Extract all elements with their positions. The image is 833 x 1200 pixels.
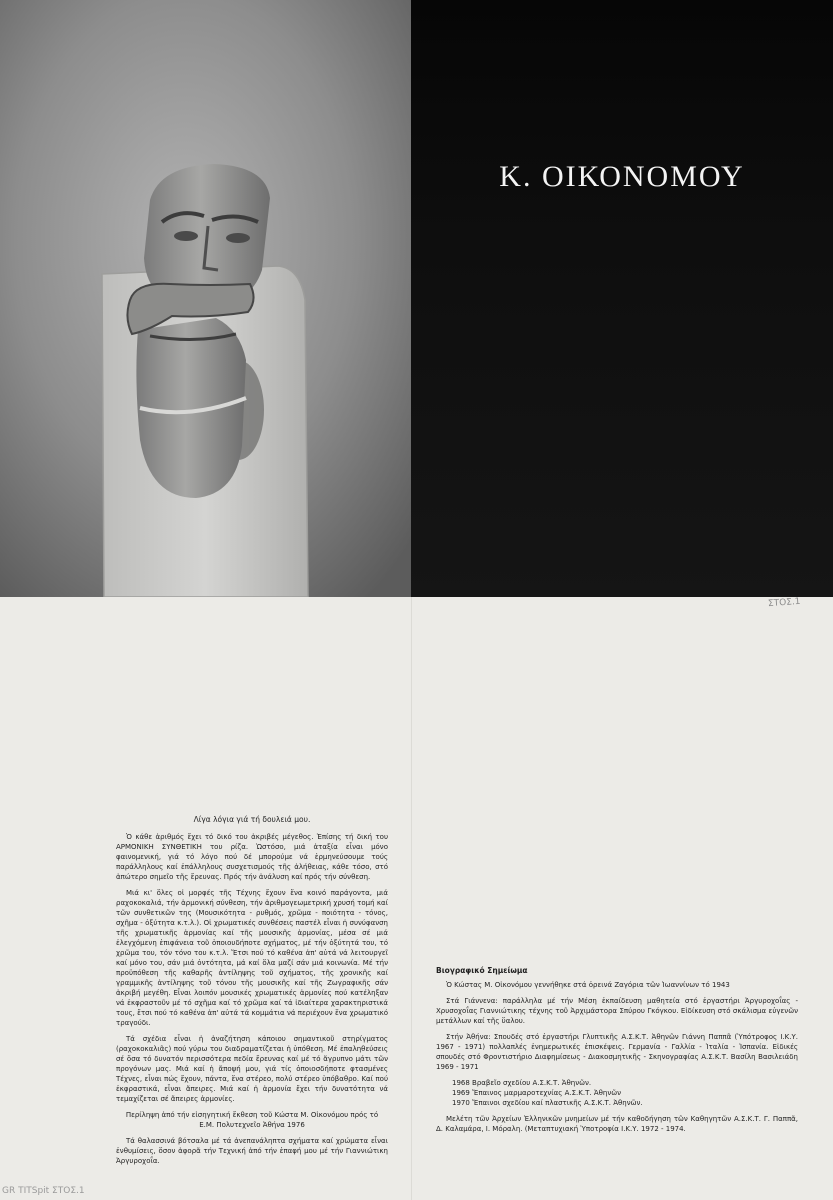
bio-section — [436, 966, 798, 1140]
fold-divider — [411, 597, 412, 1200]
sculpture-illustration — [0, 0, 411, 597]
essay-source-line: Ε.Μ. Πολυτεχνεῖο Ἀθήνα 1976 — [199, 1121, 305, 1129]
essay-source — [116, 1110, 388, 1130]
award-item: 1970 Ἔπαινοι σχεδίου καί πλαστικῆς Α.Σ.Κ.Τ. Ἀθηνῶν. — [452, 1099, 643, 1107]
bio-heading: Βιογραφικό Σημείωμα — [436, 966, 528, 975]
bio-paragraph: Στά Γιάννενα: παράλληλα μέ τήν Μέση ἐκπαίδευση μαθητεία στό ἐργαστήρι Ἀργυροχοΐας - Χρυσοχοΐας Γιαννιώτικης τέχνης τοῦ Ἀρχιμάστορα Σπύρου Γκόγκου. Εἰδίκευση στό σκάλισμα εὐγενῶν μετάλλων καί τῆς ὕαλου. — [436, 997, 798, 1025]
essay-source-line: Περίληψη ἀπό τήν εἰσηγητική ἔκθεση τοῦ Κώστα Μ. Οἰκονόμου πρός τό — [125, 1111, 379, 1119]
cover-title: Κ. ΟΙΚΟΝΟΜΟΥ — [499, 160, 745, 193]
award-item: 1968 Βραβεῖο σχεδίου Α.Σ.Κ.Τ. Ἀθηνῶν. — [452, 1079, 592, 1087]
award-item: 1969 Ἔπαινος μαρμαροτεχνίας Α.Σ.Κ.Τ. Ἀθηνῶν — [452, 1089, 622, 1097]
figure-body — [136, 318, 246, 498]
essay-heading: Λίγα λόγια γιά τή δουλειά μου. — [193, 815, 311, 824]
essay-closing: Τά θαλασσινά βότσαλα μέ τά ἀνεπανάληπτα σχήματα καί χρώματα εἶναι ἐνθυμίσεις, ὅσον ἀφορᾶ τήν Τεχνική ἀπό τήν ἐπαφή μου μέ τήν Γιαννιώτικη Ἀργυροχοΐα. — [116, 1137, 388, 1165]
awards-list — [452, 1078, 798, 1108]
essay-section — [116, 815, 388, 1172]
essay-paragraph: Μιά κι' ὅλες οἱ μορφές τῆς Τέχνης ἔχουν ἕνα κοινό παράγοντα, μιά ραχοκοκαλιά, τήν ἁρμονική σύνθεση, τήν ἀριθμογεωμετρική χρυσή τομή καί τῶν συνθετικῶν της (Μουσικότητα - ρυθμός, χρῶμα - ποιότητα - τόνος, σχῆμα - ὀξύτητα κ.τ.λ.). Οἱ χρωματικές συνθέσεις παστέλ εἶναι ἡ συνύφανση τῆς χρωματικῆς ἁρμονίας καί τῆς μουσικῆς ἁρμονίας, μέσα σέ μιά ἐλεγχόμενη ἐπιφάνεια τοῦ ὁποιουδήποτε σχήματος, μέ τήν ὀξύτητά του, τό χρῶμα του, τόν τόνο του κ.τ.λ. Ἔτσι πού τό καθένα ἀπ' αὐτά νά λειτουργεῖ καί μόνο του, σάν μιά ὀντότητα, μά καί ὅλα μαζί σάν μιά κοινωνία. Μέ τήν προϋπόθεση τῆς καθαρῆς ἀντίληψης τοῦ σχήματος, τῆς χρονικῆς καί γραμμικῆς ἀντίληψης τοῦ τόνου τῆς μουσικῆς καί τῆς Ζωγραφικῆς σάν ἀκριβή μεγέθη. Εἶναι λοιπόν μουσικές χρωματικές ἁρμονίες πού κατέληξαν νά ἐκφραστοῦν μέ τό σχῆμα καί τό χρῶμα καί τά ἰδιαίτερα χαρακτηριστικά τους, ἔτσι πού τό καθένα ἀπ' αὐτά τά κομμάτια νά περιέχουν ἕνα χρωματικό τραγούδι. — [116, 889, 388, 1027]
archive-code: GR TITSpit ΣΤΟΣ.1 — [2, 1186, 85, 1196]
essay-paragraph: Ὁ κάθε ἀριθμός ἔχει τό δικό του ἀκριβές μέγεθος. Ἐπίσης τή δική του ΑΡΜΟΝΙΚΗ ΣΥΝΘΕΤΙΚΗ του ρίζα. Ὡστόσο, μιά ἀταξία εἶναι μόνο φαινομενική, γιά τό λόγο πού δέ μπορούμε νά ἑρμηνεύσουμε τούς παράλληλους καί ἐπάλληλους συσχετισμούς τῆς ἀλήθειας, κάθε τόσο, στό ἀπώτερο σημεῖο τῆς ἔρευνας. Πρός τήν ἀνάλυση καί πρός τήν σύνθεση. — [116, 833, 388, 881]
essay-paragraph: Τά σχέδια εἶναι ἡ ἀναζήτηση κάποιου σημαντικοῦ στηρίγματος (ραχοκοκαλιᾶς) πού γύρω του διαδραματίζεται ἡ ὑπόθεση. Μέ ἐπαληθεύσεις σέ ὅσα τό δυνατόν περισσότερα πεδία ἔρευνας καί μέ τό ἄγρυπνο μάτι τῶν προγόνων μας. Μιά καί ἡ ἄποψή μου, γιά τίς ὁποιοσδήποτε φτασμένες Τέχνες, εἶναι πώς ἔχουν, πάντα, ἕνα στέρεο, πολύ στέρεο ὑπόβαθρο. Καί πού ἐκφραστικά, εἶναι ἄπειρες. Μιά καί ἡ ἁρμονία ἔχει τήν δυνατότητα νά τεμαχίζεται σέ ἄπειρες ἁρμονίες. — [116, 1035, 388, 1103]
bio-paragraph: Στήν Ἀθήνα: Σπουδές στό ἐργαστήρι Γλυπτικῆς Α.Σ.Κ.Τ. Ἀθηνῶν Γιάννη Παππᾶ (Ὑπότροφος Ι.Κ.Υ. 1967 - 1971) πολλαπλές ἐνημερωτικές ἐπισκέψεις. Γερμανία - Γαλλία - Ἰταλία - Ἰσπανία. Εἰδικές σπουδές στό Φροντιστήριο Διαφημίσεως - Διακοσμητικῆς - Σκηνογραφίας Α.Σ.Κ.Τ. Βασίλη Βασιλειάδη 1969 - 1971 — [436, 1033, 798, 1071]
bio-paragraph: Μελέτη τῶν Ἀρχείων Ἑλληνικῶν μνημείων μέ τήν καθοδήγηση τῶν Καθηγητῶν Α.Σ.Κ.Τ. Γ. Παππᾶ, Δ. Καλαμάρα, Ι. Μόραλη. (Μεταπτυχιακή Ὑποτροφία Ι.Κ.Υ. 1972 - 1974. — [436, 1115, 798, 1133]
bio-paragraph: Ὁ Κώστας Μ. Οἰκονόμου γεννήθηκε στά ὀρεινά Ζαγόρια τῶν Ἰωαννίνων τό 1943 — [446, 981, 730, 989]
sculpture-photo — [0, 0, 411, 597]
cover-panel — [411, 0, 833, 597]
pencil-note: ΣΤΟΣ.1 — [767, 596, 801, 610]
